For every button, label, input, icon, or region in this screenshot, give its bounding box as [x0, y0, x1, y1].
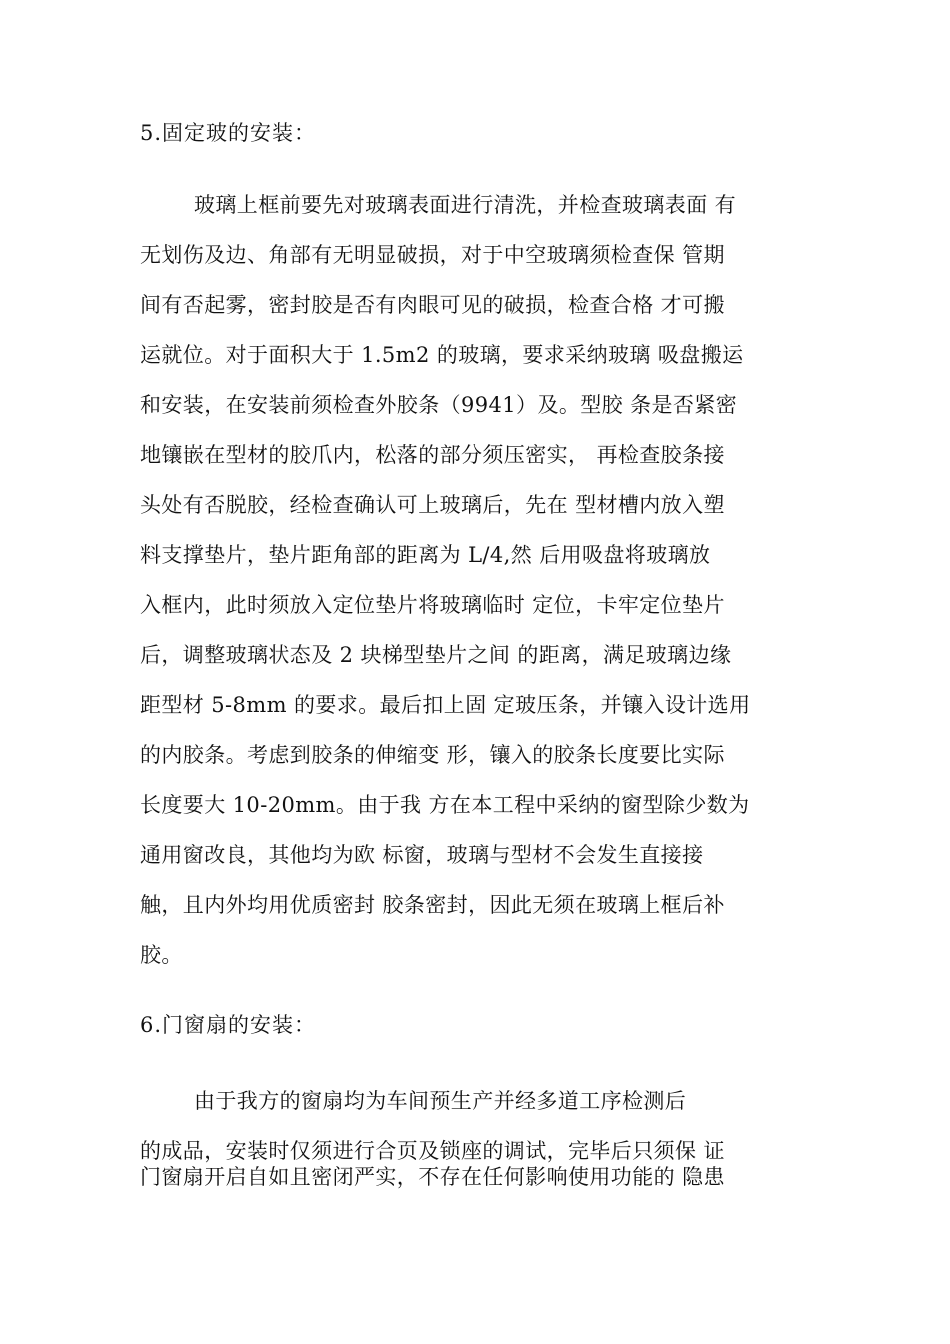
section-5-line: 触，且内外均用优质密封 胶条密封，因此无须在玻璃上框后补: [140, 893, 725, 917]
section-5-line: 入框内，此时须放入定位垫片将玻璃临时 定位，卡牢定位垫片: [140, 593, 725, 617]
section-6-line: 由于我方的窗扇均为车间预生产并经多道工序检测后: [194, 1089, 687, 1113]
section-5-line: 后，调整玻璃状态及 2 块梯型垫片之间 的距离，满足玻璃边缘: [140, 643, 732, 667]
section-5-line: 头处有否脱胶，经检查确认可上玻璃后，先在 型材槽内放入塑: [140, 493, 725, 517]
section-5-line: 长度要大 10-20mm。由于我 方在本工程中采纳的窗型除少数为: [140, 793, 750, 817]
section-5-heading: 5.固定玻的安装：: [140, 121, 317, 145]
section-5-line: 的内胶条。考虑到胶条的伸缩变 形，镶入的胶条长度要比实际: [140, 743, 725, 767]
section-5-line: 距型材 5-8mm 的要求。最后扣上固 定玻压条，并镶入设计选用: [140, 693, 751, 717]
section-6-heading: 6.门窗扇的安装：: [140, 1013, 317, 1037]
section-5-line: 料支撑垫片，垫片距角部的距离为 L/4,然 后用吸盘将玻璃放: [140, 543, 711, 567]
section-5-line: 无划伤及边、角部有无明显破损，对于中空玻璃须检查保 管期: [140, 243, 725, 267]
section-6-line: 门窗扇开启自如且密闭严实，不存在任何影响使用功能的 隐患: [140, 1165, 725, 1189]
section-5-line: 通用窗改良，其他均为欧 标窗，玻璃与型材不会发生直接接: [140, 843, 704, 867]
section-5-line: 胶。: [140, 943, 183, 967]
section-5-line: 地镶嵌在型材的胶爪内，松落的部分须压密实， 再检查胶条接: [140, 443, 725, 467]
section-5-line: 玻璃上框前要先对玻璃表面进行清洗，并检查玻璃表面 有: [194, 193, 737, 217]
section-5-line: 和安装，在安装前须检查外胶条（9941）及。型胶 条是否紧密: [140, 393, 738, 417]
section-5-line: 间有否起雾，密封胶是否有肉眼可见的破损，检查合格 才可搬: [140, 293, 725, 317]
section-5-line: 运就位。对于面积大于 1.5m2 的玻璃，要求采纳玻璃 吸盘搬运: [140, 343, 744, 367]
section-6-line: 的成品，安装时仅须进行合页及锁座的调试，完毕后只须保 证: [140, 1139, 725, 1163]
